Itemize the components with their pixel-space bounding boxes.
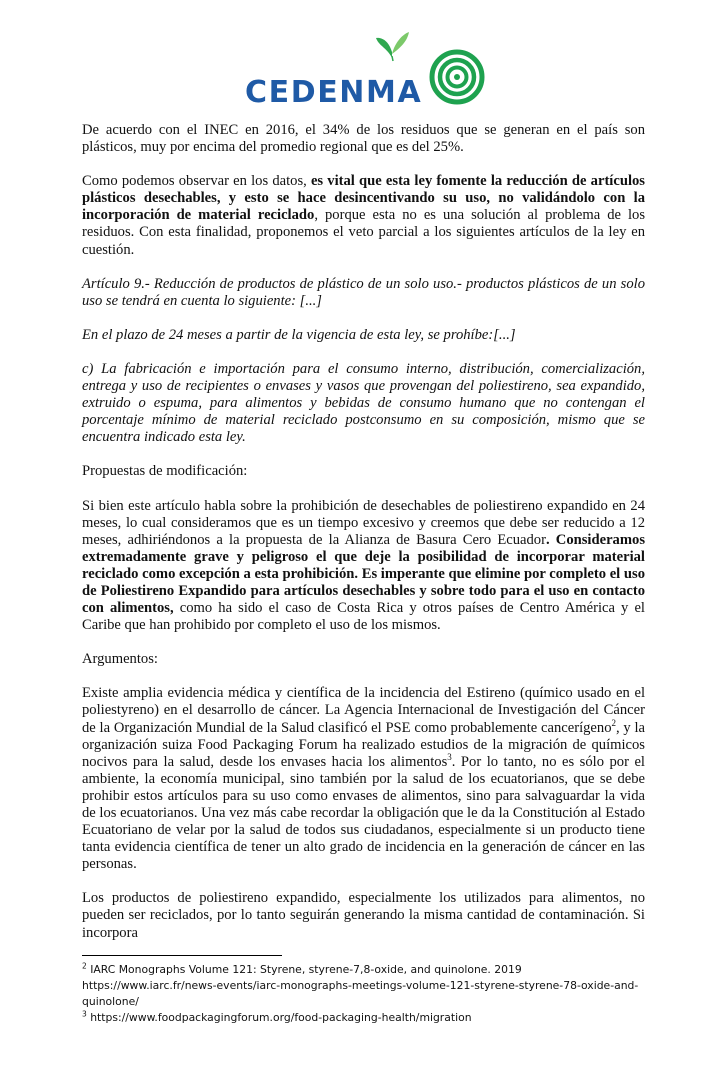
- cedenma-logo: [245, 24, 485, 112]
- bold-emphasis: es vital que esta ley fomente la reducción de artículos plásticos desechables, y esto se hace desincentivando su uso, no validándolo con la incorporación de material reciclado: [82, 173, 645, 224]
- heading-propuestas: Propuestas de modificación:: [82, 463, 248, 480]
- footnote-divider: [82, 955, 282, 956]
- paragraph-recycling: Los productos de poliestireno expandido, especialmente los utilizados para alimentos, no pueden ser reciclados, por lo tanto seguirán generando la misma cantidad de contaminación. Si incorpora: [82, 890, 645, 941]
- footnote-2-link[interactable]: https://www.iarc.fr/news-events/iarc-monographs-meetings-volume-121-styrene-styrene-78-oxide-and-quinolone/: [82, 979, 639, 1008]
- footnote-3: $^3$ https://www.foodpackagingforum.org/food-packaging-health/migration: [82, 1009, 472, 1024]
- spiral-icon: [429, 29, 485, 113]
- paragraph-proposal: Si bien este artículo habla sobre la prohibición de desechables de poliestireno expandido en 24 meses, lo cual consideramos que es un tiempo excesivo y creemos que debe ser reducido a 12 meses, adhiriéndonos a la propuesta de la Alianza de Basura Cero Ecuador. Consideramos extremadamente grave y peligroso el que deje la posibilidad de incorporar material reciclado como excepción a esta prohibición. Es imperante que elimine por completo el uso de Poliestireno Expandido para artículos desechables y sobre todo para el uso en contacto con alimentos, como ha sido el caso de Costa Rica y otros países de Centro América y el Caribe que han prohibido por completo el uso de los mismos.: [82, 497, 645, 634]
- footnote-3-link[interactable]: https://www.foodpackagingforum.org/food-packaging-health/migration: [86, 1011, 472, 1024]
- paragraph-evidence: Existe amplia evidencia médica y científica de la incidencia del Estireno (químico usado en el poliestyreno) en el desarrollo de cáncer. La Agencia Internacional de Investigación del Cáncer de la Organización Mundial de la Salud clasificó el PSE como probablemente cancerígeno$^2$, y la organización suiza Food Packaging Forum ha realizado estudios de la migración de químicos nocivos para la salud, desde los envases hacia los alimentos$^3$. Por lo tanto, no es sólo por el ambiente, la economía municipal, sino también por la salud de los ecuatorianos, que se debe prohibir estos artículos para su uso como envases de alimentos, sino para salvaguardar la vida de los ecuatorianos. Una vez más cabe recordar la obligación que le da la Constitución al Estado Ecuatoriano de velar por la salud de todos sus ciudadanos, especialmente si un producto tiene tanta evidencia científica de tener un alto grado de incidencia en la generación de cáncer en las personas.: [82, 685, 645, 873]
- heading-argumentos: Argumentos:: [82, 651, 158, 668]
- bold-emphasis: . Consideramos extremadamente grave y peligroso el que deje la posibilidad de incorporar material reciclado como excepción a esta prohibición. Es imperante que elimine por completo el uso de Poliestireno Expandido para artículos desechables y sobre todo para el uso en contacto con alimentos,: [82, 531, 645, 617]
- footnote-ref-3[interactable]: 3: [447, 751, 452, 762]
- paragraph-data-analysis: Como podemos observar en los datos, es vital que esta ley fomente la reducción de artículos plásticos desechables, y esto se hace desincentivando su uso, no validándolo con la incorporación de material reciclado, porque esta no es una solución al problema de los residuos. Con esta finalidad, proponemos el veto parcial a los siguientes artículos de la ley en cuestión.: [82, 173, 646, 258]
- paragraph-inec: De acuerdo con el INEC en 2016, el 34% de los residuos que se generan en el país son plásticos, muy por encima del promedio regional que es del 25%.: [82, 122, 645, 156]
- footnote-ref-2[interactable]: 2: [611, 717, 616, 728]
- letter-body: [82, 122, 645, 959]
- footnote-2: $^2$ IARC Monographs Volume 121: Styrene, styrene-7,8-oxide, and quinolone. 2019: [82, 961, 522, 976]
- footnotes: [82, 962, 652, 1026]
- paragraph-clause-c: c) La fabricación e importación para el consumo interno, distribución, comercialización, entrega y uso de recipientes o envases y vasos que provengan del poliestireno, sea expandido, extruido o espuma, para alimentos y bebidas de consumo humano que no contengan el porcentaje mínimo de material reciclado postconsumo en su composición, mismo que se encuentra indicado esta ley.: [82, 360, 645, 446]
- paragraph-plazo: En el plazo de 24 meses a partir de la vigencia de esta ley, se prohíbe:[...]: [82, 326, 516, 343]
- butterfly-icon: [373, 28, 411, 62]
- paragraph-article-9: Artículo 9.- Reducción de productos de plástico de un solo uso.- productos plásticos de un solo uso se tendrá en cuenta lo siguiente: [...]: [82, 275, 645, 309]
- logo-wordmark: CEDENMA: [245, 75, 423, 110]
